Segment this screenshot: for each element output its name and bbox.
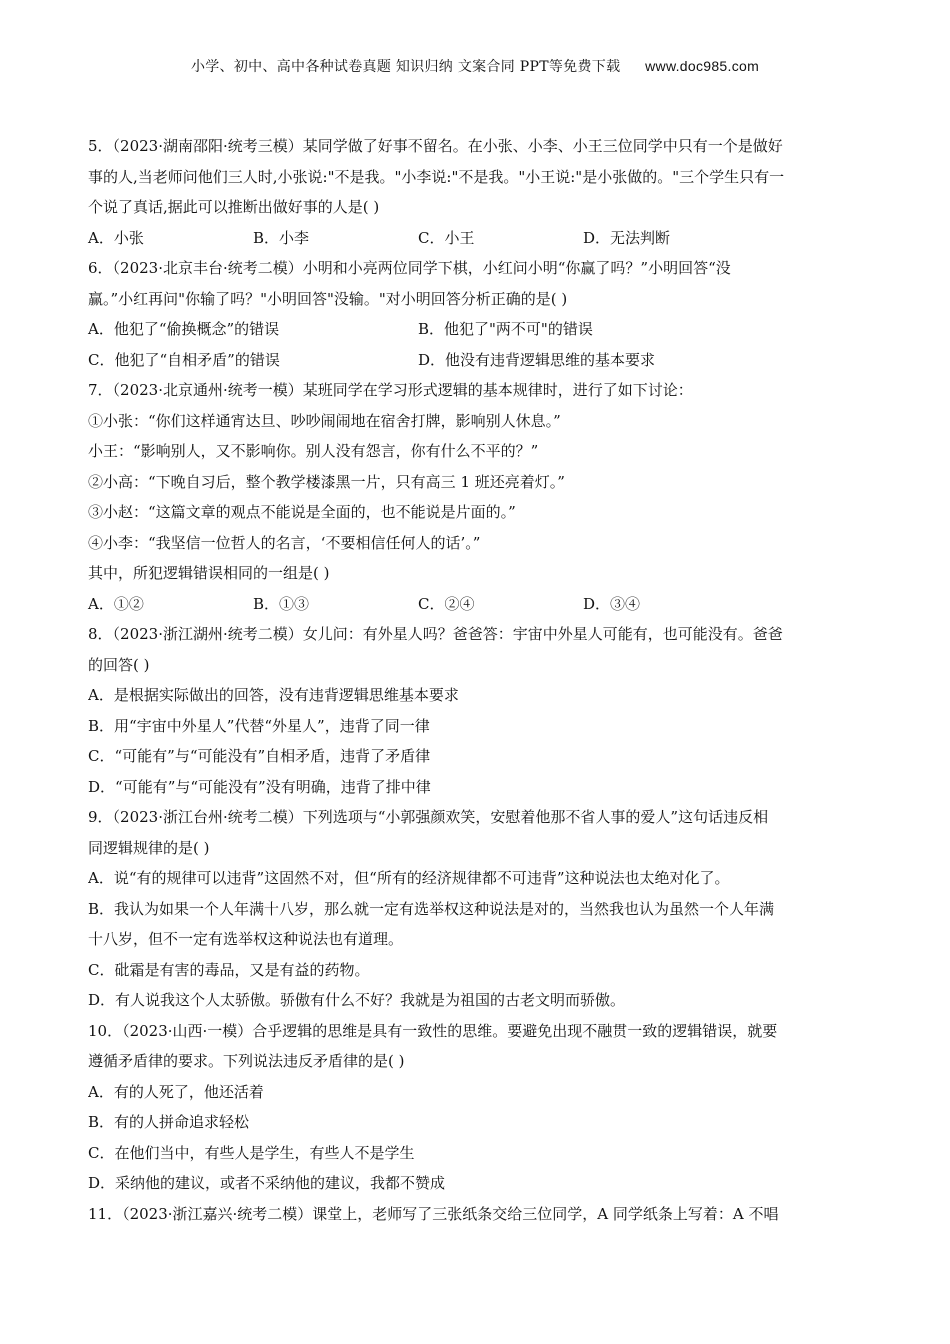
q9-option-a[interactable]: A．说“有的规律可以违背”这固然不对，但“所有的经济规律都不可违背”这种说法也太绝对化了。	[88, 869, 730, 887]
q7-line-3: 小王：“影响别人，又不影响你。别人没有怨言，你有什么不平的？”	[88, 442, 539, 460]
q7-line-7: 其中，所犯逻辑错误相同的一组是( )	[88, 564, 330, 582]
q9-option-b-line-1[interactable]: B．我认为如果一个人年满十八岁，那么就一定有选举权这种说法是对的，当然我也认为虽然一个人年满	[88, 899, 775, 918]
q6-option-d[interactable]: D．他没有违背逻辑思维的基本要求	[418, 350, 656, 369]
question-content	[88, 131, 862, 1229]
q5-option-d[interactable]: D．无法判断	[583, 228, 671, 247]
q5-line-3: 个说了真话,据此可以推断出做好事的人是( )	[88, 198, 380, 216]
q7-line-1: 7．（2023·北京通州·统考一模）某班同学在学习形式逻辑的基本规律时，进行了如下讨论：	[88, 381, 693, 399]
q7-option-c[interactable]: C．②④	[418, 594, 475, 613]
q5-option-b[interactable]: B．小李	[253, 228, 310, 247]
q6-line-1: 6．（2023·北京丰台·统考二模）小明和小亮两位同学下棋，小红问小明“你赢了吗？”小明回答“没	[88, 259, 731, 277]
q7-option-b[interactable]: B．①③	[253, 594, 310, 613]
q5-options	[88, 223, 862, 254]
q6-option-c[interactable]: C．他犯了“自相矛盾”的错误	[88, 350, 280, 369]
q7-line-6: ④小李：“我坚信一位哲人的名言，‘不要相信任何人的话’。”	[88, 533, 481, 552]
q9-line-2: 同逻辑规律的是( )	[88, 838, 210, 857]
q8-line-2: 的回答( )	[88, 655, 150, 674]
q8-option-b[interactable]: B．用“宇宙中外星人”代替“外星人”，违背了同一律	[88, 716, 430, 735]
q5-line-2: 事的人,当老师问他们三人时,小张说:"不是我。"小李说:"不是我。"小王说:"是小张做的。"三个学生只有一	[88, 167, 785, 186]
q10-option-b[interactable]: B．有的人拼命追求轻松	[88, 1113, 250, 1131]
q8-option-d[interactable]: D．“可能有”与“可能没有”没有明确，违背了排中律	[88, 777, 431, 796]
q8-option-a[interactable]: A．是根据实际做出的回答，没有违背逻辑思维基本要求	[88, 686, 459, 704]
q6-option-b[interactable]: B．他犯了"两不可"的错误	[418, 320, 593, 338]
q9-option-d[interactable]: D．有人说我这个人太骄傲。骄傲有什么不好？我就是为祖国的古老文明而骄傲。	[88, 991, 626, 1009]
q9-option-c[interactable]: C．砒霜是有害的毒品，又是有益的药物。	[88, 960, 370, 979]
q6-options-row-2	[88, 345, 862, 376]
q10-option-c[interactable]: C．在他们当中，有些人是学生，有些人不是学生	[88, 1143, 415, 1162]
q5-option-c[interactable]: C．小王	[418, 228, 475, 247]
q6-line-2: 赢。”小红再问"你输了吗？"小明回答"没输。"对小明回答分析正确的是( )	[88, 289, 568, 308]
q9-line-1: 9．（2023·浙江台州·统考二模）下列选项与“小郭强颜欢笑，安慰着他那不省人事的爱人”这句话违反相	[88, 808, 769, 826]
q10-line-2: 遵循矛盾律的要求。下列说法违反矛盾律的是( )	[88, 1052, 405, 1070]
q7-option-a[interactable]: A．①②	[88, 594, 144, 613]
q11-line-1: 11．（2023·浙江嘉兴·统考二模）课堂上，老师写了三张纸条交给三位同学，A 同学纸条上写着：A 不唱	[88, 1204, 779, 1223]
q7-line-2: ①小张：“你们这样通宵达旦、吵吵闹闹地在宿舍打牌，影响别人休息。”	[88, 411, 561, 430]
q7-line-4: ②小高：“下晚自习后，整个教学楼漆黑一片，只有高三 1 班还亮着灯。”	[88, 472, 565, 491]
q5-option-a[interactable]: A．小张	[88, 228, 144, 247]
header-text: 小学、初中、高中各种试卷真题 知识归纳 文案合同 PPT等免费下载	[190, 59, 621, 75]
header-site-link[interactable]: www.doc985.com	[645, 58, 760, 74]
q10-option-a[interactable]: A．有的人死了，他还活着	[88, 1082, 264, 1101]
q10-line-1: 10．（2023·山西·一模）合乎逻辑的思维是具有一致性的思维。要避免出现不融贯一致的逻辑错误，就要	[88, 1021, 778, 1040]
page-header	[0, 56, 950, 76]
q8-option-c[interactable]: C．“可能有”与“可能没有”自相矛盾，违背了矛盾律	[88, 747, 431, 765]
q6-options-row-1	[88, 314, 862, 345]
q5-line-1: 5．（2023·湖南邵阳·统考三模）某同学做了好事不留名。在小张、小李、小王三位同学中只有一个是做好	[88, 137, 783, 155]
q7-options	[88, 589, 862, 620]
q10-option-d[interactable]: D．采纳他的建议，或者不采纳他的建议，我都不赞成	[88, 1174, 446, 1192]
q7-line-5: ③小赵：“这篇文章的观点不能说是全面的，也不能说是片面的。”	[88, 503, 516, 521]
q8-line-1: 8．（2023·浙江湖州·统考二模）女儿问：有外星人吗？爸爸答：宇宙中外星人可能有，也可能没有。爸爸	[88, 625, 783, 643]
q9-option-b-line-2[interactable]: 十八岁，但不一定有选举权这种说法也有道理。	[88, 930, 404, 948]
q6-option-a[interactable]: A．他犯了“偷换概念”的错误	[88, 320, 280, 338]
q7-option-d[interactable]: D．③④	[583, 594, 641, 613]
